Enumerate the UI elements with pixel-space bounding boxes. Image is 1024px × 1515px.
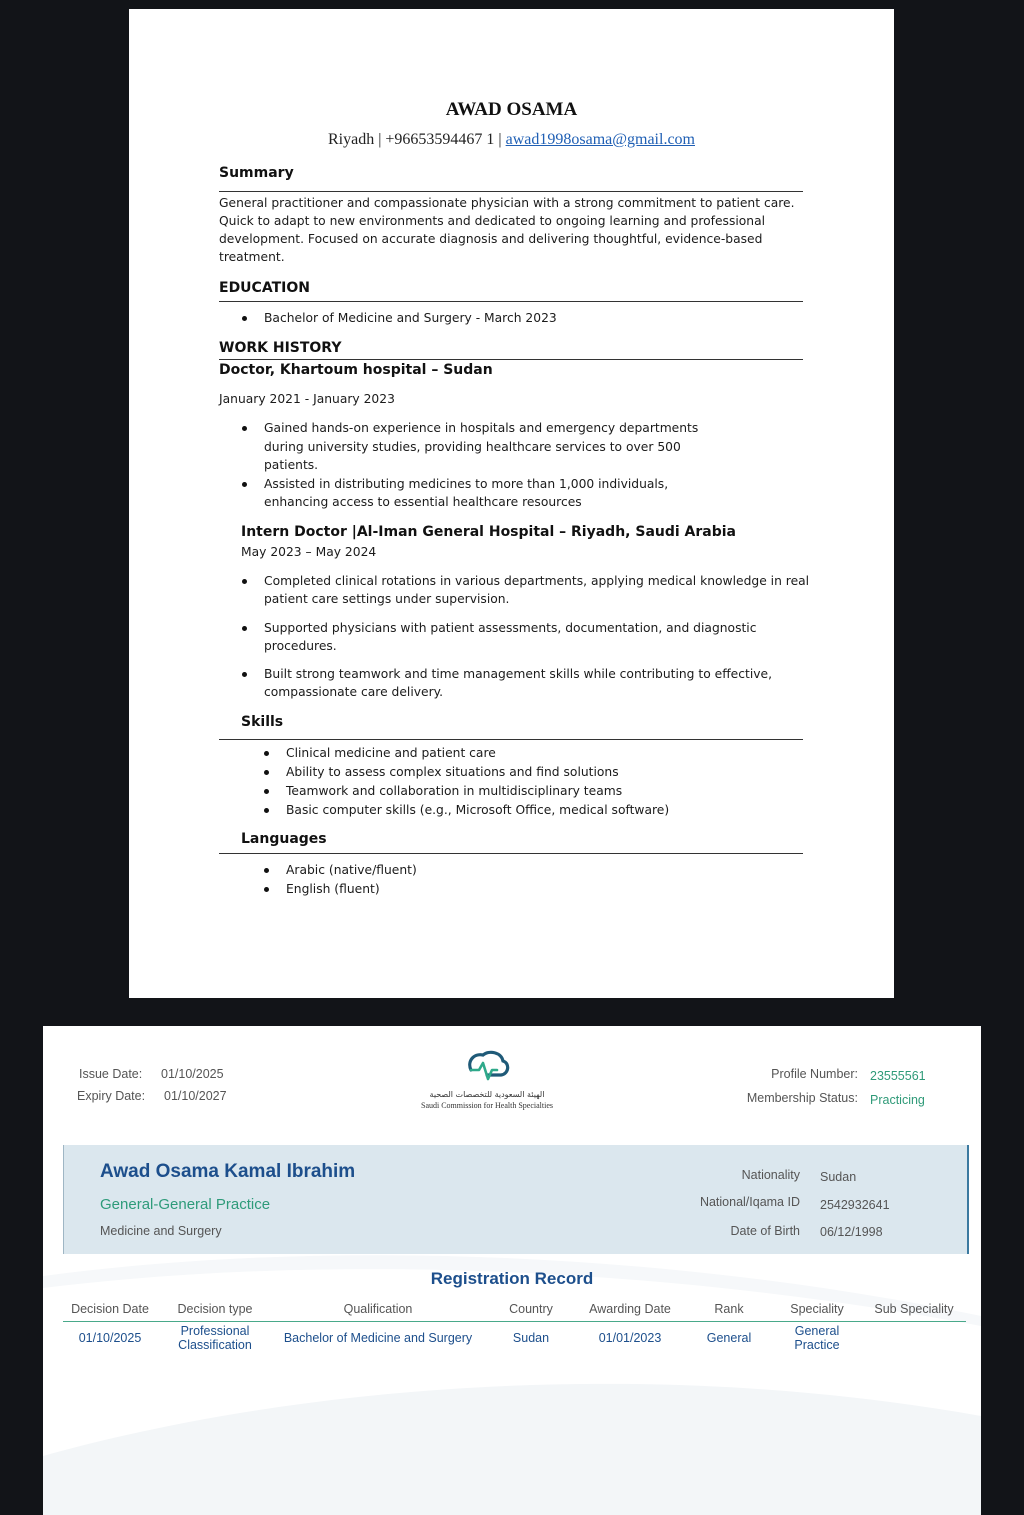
job1-bullet1-line: Gained hands-on experience in hospitals and emergency departments bbox=[264, 421, 699, 435]
profile-number-value: 23555561 bbox=[870, 1069, 926, 1083]
profile-number-label: Profile Number: bbox=[771, 1067, 858, 1081]
column-header: Awarding Date bbox=[589, 1302, 671, 1316]
holder-name: Awad Osama Kamal Ibrahim bbox=[100, 1161, 356, 1182]
column-header: Sub Speciality bbox=[874, 1302, 954, 1316]
job1-bullet2-line: enhancing access to essential healthcare resources bbox=[264, 495, 582, 509]
job1-bullet2-line: Assisted in distributing medicines to more than 1,000 individuals, bbox=[264, 477, 669, 491]
bullet bbox=[242, 426, 247, 431]
language-item: English (fluent) bbox=[286, 882, 380, 896]
email-link[interactable]: awad1998osama@gmail.com bbox=[505, 131, 695, 148]
job2-bullet3-line: Built strong teamwork and time management skills while contributing to effective, bbox=[264, 667, 772, 681]
resume-contact bbox=[129, 131, 894, 149]
holder-field: Medicine and Surgery bbox=[100, 1224, 222, 1238]
bullet bbox=[242, 316, 247, 321]
national-id-label: National/Iqama ID bbox=[699, 1195, 800, 1209]
job2-bullet1-line: patient care settings under supervision. bbox=[264, 592, 510, 606]
membership-status-label: Membership Status: bbox=[746, 1091, 858, 1105]
cell-speciality: General Practice bbox=[794, 1324, 840, 1352]
skills-heading: Skills bbox=[241, 714, 284, 730]
bullet bbox=[242, 579, 247, 584]
cell-qualification: Bachelor of Medicine and Surgery bbox=[283, 1331, 473, 1345]
logo-english-text: Saudi Commission for Health Specialties bbox=[421, 1101, 553, 1110]
scfhs-certificate bbox=[43, 1026, 981, 1515]
bullet bbox=[264, 868, 269, 873]
summary-rule bbox=[219, 191, 803, 192]
summary-line: development. Focused on accurate diagnosis and delivering thoughtful, evidence-based bbox=[219, 232, 763, 246]
skill-item: Clinical medicine and patient care bbox=[286, 746, 496, 760]
issue-date-label: Issue Date: bbox=[79, 1067, 143, 1081]
skill-item: Ability to assess complex situations and find solutions bbox=[286, 765, 619, 779]
cell-rank: General bbox=[706, 1331, 752, 1345]
job2-bullet3-line: compassionate care delivery. bbox=[264, 685, 444, 699]
job2-dates: May 2023 – May 2024 bbox=[241, 545, 377, 559]
job2-bullet2-line: procedures. bbox=[264, 639, 337, 653]
education-item: Bachelor of Medicine and Surgery - March 2023 bbox=[264, 311, 557, 325]
education-heading: EDUCATION bbox=[219, 280, 310, 296]
languages-heading: Languages bbox=[241, 831, 327, 847]
registration-record-title: Registration Record bbox=[430, 1269, 594, 1288]
bullet bbox=[264, 808, 269, 813]
cell-decision-date: 01/10/2025 bbox=[78, 1331, 142, 1345]
job1-bullet1-line: during university studies, providing healthcare services to over 500 bbox=[264, 440, 681, 454]
national-id-value: 2542932641 bbox=[820, 1198, 890, 1212]
bullet bbox=[264, 751, 269, 756]
column-header: Country bbox=[509, 1302, 553, 1316]
expiry-date-label: Expiry Date: bbox=[77, 1089, 146, 1103]
cell-decision-type: Professional Classification bbox=[178, 1324, 252, 1352]
job2-title: Intern Doctor |Al-Iman General Hospital – Riyadh, Saudi Arabia bbox=[241, 524, 737, 540]
scfhs-logo-icon bbox=[463, 1048, 513, 1088]
job1-bullet1-line: patients. bbox=[264, 458, 319, 472]
column-header: Decision type bbox=[177, 1302, 253, 1316]
holder-specialty: General-General Practice bbox=[100, 1196, 271, 1213]
resume-name: AWAD OSAMA bbox=[445, 99, 578, 120]
work-heading: WORK HISTORY bbox=[219, 340, 342, 356]
job2-bullet2-line: Supported physicians with patient assessments, documentation, and diagnostic bbox=[264, 621, 757, 635]
job1-title: Doctor, Khartoum hospital – Sudan bbox=[219, 362, 493, 378]
logo-arabic-text: الهيئة السعودية للتخصصات الصحية bbox=[429, 1090, 545, 1099]
languages-rule bbox=[219, 853, 803, 854]
bullet bbox=[242, 626, 247, 631]
column-header: Qualification bbox=[343, 1302, 413, 1316]
skills-rule bbox=[219, 739, 803, 740]
summary-line: treatment. bbox=[219, 250, 285, 264]
bullet bbox=[264, 770, 269, 775]
education-rule bbox=[219, 301, 803, 302]
dob-label: Date of Birth bbox=[730, 1224, 800, 1238]
job2-bullet1-line: Completed clinical rotations in various departments, applying medical knowledge in real bbox=[264, 574, 810, 588]
summary-heading: Summary bbox=[219, 165, 294, 181]
cell-country: Sudan bbox=[512, 1331, 550, 1345]
summary-line: Quick to adapt to new environments and dedicated to ongoing learning and professional bbox=[219, 214, 766, 228]
work-rule bbox=[219, 359, 803, 360]
skill-item: Basic computer skills (e.g., Microsoft Office, medical software) bbox=[286, 803, 670, 817]
cell-awarding-date: 01/01/2023 bbox=[598, 1331, 662, 1345]
summary-line: General practitioner and compassionate physician with a strong commitment to patient care. bbox=[219, 196, 795, 210]
bullet bbox=[242, 672, 247, 677]
language-item: Arabic (native/fluent) bbox=[286, 863, 417, 877]
bullet bbox=[242, 482, 247, 487]
expiry-date-value: 01/10/2027 bbox=[164, 1089, 227, 1103]
contact-text: Riyadh | +96653594467 1 | bbox=[327, 131, 506, 148]
column-header: Speciality bbox=[790, 1302, 844, 1316]
skill-item: Teamwork and collaboration in multidisciplinary teams bbox=[286, 784, 623, 798]
nationality-value: Sudan bbox=[820, 1170, 857, 1184]
bullet bbox=[264, 887, 269, 892]
table-header-rule bbox=[63, 1321, 966, 1322]
dob-value: 06/12/1998 bbox=[820, 1225, 883, 1239]
job1-dates: January 2021 - January 2023 bbox=[219, 392, 395, 406]
nationality-label: Nationality bbox=[741, 1168, 800, 1182]
resume-page bbox=[129, 9, 894, 998]
issue-date-value: 01/10/2025 bbox=[161, 1067, 224, 1081]
column-header: Rank bbox=[714, 1302, 744, 1316]
column-header: Decision Date bbox=[71, 1302, 149, 1316]
membership-status-value: Practicing bbox=[870, 1093, 925, 1107]
bullet bbox=[264, 789, 269, 794]
